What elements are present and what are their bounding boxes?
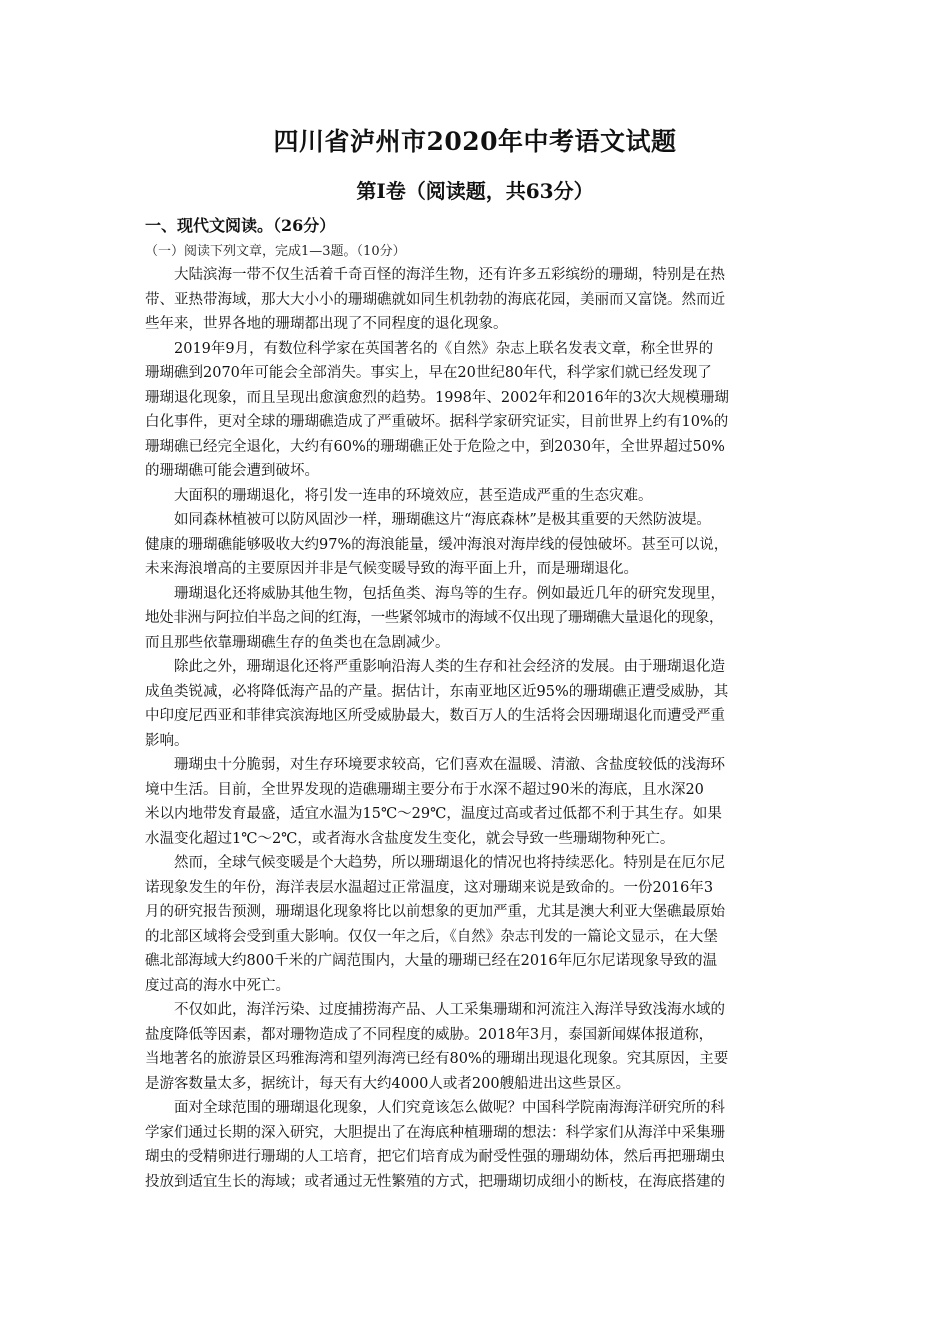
text-line: 些年来，世界各地的珊瑚都出现了不同程度的退化现象。 bbox=[145, 316, 508, 332]
text-line: 境中生活。目前，全世界发现的造礁珊瑚主要分布于水深不超过90米的海底，且水深20 bbox=[145, 781, 704, 798]
text-line: 当地著名的旅游景区玛雅海湾和望列海湾已经有80%的珊瑚出现退化现象。究其原因，主要 bbox=[145, 1051, 729, 1067]
document-subtitle: 第Ⅰ卷（阅读题，共63分） bbox=[356, 179, 594, 203]
text-line: 投放到适宜生长的海域；或者通过无性繁殖的方式，把珊瑚切成细小的断枝，在海底搭建的 bbox=[145, 1173, 725, 1190]
text-line: 不仅如此，海洋污染、过度捕捞海产品、人工采集珊瑚和河流注入海洋导致浅海水域的 bbox=[174, 1002, 725, 1018]
text-line: 米以内地带发育最盛，适宜水温为15℃～29℃，温度过高或者过低都不利于其生存。如果 bbox=[145, 806, 722, 822]
text-line: 月的研究报告预测，珊瑚退化现象将比以前想象的更加严重，尤其是澳大利亚大堡礁最原始 bbox=[145, 904, 725, 920]
text-line: 2019年9月，有数位科学家在英国著名的《自然》杂志上联名发表文章，称全世界的 bbox=[174, 340, 714, 357]
text-line: 盐度降低等因素，都对珊物造成了不同程度的威胁。2018年3月，泰国新闻媒体报道称， bbox=[145, 1026, 714, 1043]
text-line: 是游客数量太多，据统计，每天有大约4000人或者200艘船进出这些景区。 bbox=[145, 1075, 631, 1092]
text-line: 除此之外，珊瑚退化还将严重影响沿海人类的生存和社会经济的发展。由于珊瑚退化造 bbox=[174, 659, 725, 675]
text-line: 珊瑚退化还将威胁其他生物，包括鱼类、海鸟等的生存。例如最近几年的研究发现里， bbox=[174, 585, 725, 602]
text-line: 成鱼类锐减，必将降低海产品的产量。据估计，东南亚地区近95%的珊瑚礁正遭受威胁，其 bbox=[145, 683, 729, 700]
text-line: 未来海浪增高的主要原因并非是气候变暖导致的海平面上升，而是珊瑚退化。 bbox=[145, 561, 638, 577]
text-line: 礁北部海域大约800千米的广阔范围内，大量的珊瑚已经在2016年厄尔尼诺现象导致的温 bbox=[145, 953, 718, 969]
text-line: 白化事件，更对全球的珊瑚礁造成了严重破坏。据科学家研究证实，目前世界上约有10%的 bbox=[145, 414, 729, 430]
text-line: 健康的珊瑚礁能够吸收大约97%的海浪能量，缓冲海浪对海岸线的侵蚀破坏。甚至可以说， bbox=[145, 536, 729, 553]
text-line: 然而，全球气候变暖是个大趋势，所以珊瑚退化的情况也将持续恶化。特别是在厄尔尼 bbox=[174, 855, 725, 871]
question-instruction: （一）阅读下列文章，完成1—3题。（10分） bbox=[145, 244, 406, 259]
section-heading: 一、现代文阅读。（26分） bbox=[145, 216, 336, 235]
text-line: 珊瑚退化现象，而且呈现出愈演愈烈的趋势。1998年、2002年和2016年的3次大规模珊瑚 bbox=[145, 389, 729, 406]
document-title: 四川省泸州市2020年中考语文试题 bbox=[273, 127, 677, 156]
text-line: 的珊瑚礁可能会遭到破坏。 bbox=[145, 463, 319, 479]
text-line: 学家们通过长期的深入研究，大胆提出了在海底种植珊瑚的想法：科学家们从海洋中采集珊 bbox=[145, 1124, 725, 1141]
text-line: 影响。 bbox=[145, 732, 189, 749]
text-line: 度过高的海水中死亡。 bbox=[145, 977, 290, 994]
article-body bbox=[145, 263, 810, 1194]
text-line: 如同森林植被可以防风固沙一样，珊瑚礁这片“海底森林”是极其重要的天然防波堤。 bbox=[174, 512, 711, 528]
text-line: 而且那些依靠珊瑚礁生存的鱼类也在急剧减少。 bbox=[145, 634, 450, 651]
text-line: 瑚虫的受精卵进行珊瑚的人工培育，把它们培育成为耐受性强的珊瑚幼体，然后再把珊瑚虫 bbox=[145, 1149, 725, 1165]
text-line: 诺现象发生的年份，海洋表层水温超过正常温度，这对珊瑚来说是致命的。一份2016年3 bbox=[145, 879, 714, 896]
text-line: 珊瑚虫十分脆弱，对生存环境要求较高，它们喜欢在温暖、清澈、含盐度较低的浅海环 bbox=[174, 757, 725, 773]
text-line: 面对全球范围的珊瑚退化现象，人们究竟该怎么做呢？中国科学院南海海洋研究所的科 bbox=[174, 1100, 725, 1116]
text-line: 中印度尼西亚和菲律宾滨海地区所受威胁最大，数百万人的生活将会因珊瑚退化而遭受严重 bbox=[145, 708, 725, 724]
text-line: 大面积的珊瑚退化，将引发一连串的环境效应，甚至造成严重的生态灾难。 bbox=[174, 487, 653, 504]
text-line: 珊瑚礁到2070年可能会全部消失。事实上，早在20世纪80年代，科学家们就已经发现了 bbox=[145, 365, 712, 381]
text-line: 的北部区域将会受到重大影响。仅仅一年之后，《自然》杂志刊发的一篇论文显示，在大堡 bbox=[145, 928, 718, 945]
text-line: 带、亚热带海域，那大大小小的珊瑚礁就如同生机勃勃的海底花园，美丽而又富饶。然而近 bbox=[145, 291, 725, 308]
text-line: 珊瑚礁已经完全退化，大约有60%的珊瑚礁正处于危险之中，到2030年，全世界超过50% bbox=[145, 438, 725, 455]
text-line: 地处非洲与阿拉伯半岛之间的红海，一些紧邻城市的海域不仅出现了珊瑚礁大量退化的现象， bbox=[145, 610, 724, 626]
text-line: 水温变化超过1℃～2℃，或者海水含盐度发生变化，就会导致一些珊瑚物种死亡。 bbox=[145, 830, 675, 847]
text-line: 大陆滨海一带不仅生活着千奇百怪的海洋生物，还有许多五彩缤纷的珊瑚，特别是在热 bbox=[174, 267, 725, 283]
